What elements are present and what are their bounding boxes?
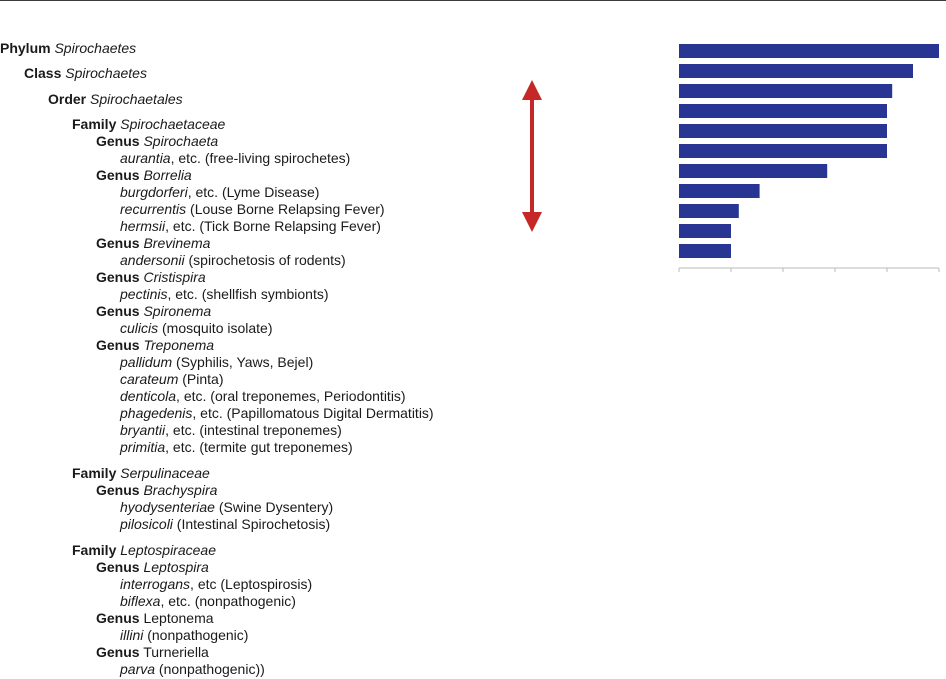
species-description: (nonpathogenic) (143, 627, 249, 643)
arrow-head-up (522, 80, 542, 100)
species-line (120, 388, 406, 405)
genus-line (96, 482, 217, 499)
rank-label: Genus (96, 167, 140, 183)
species-name: hyodysenteriae (120, 499, 215, 515)
taxon-name: Brachyspira (143, 482, 218, 498)
species-name: denticola (120, 388, 177, 404)
species-description: , etc. (Tick Borne Relapsing Fever) (165, 218, 381, 234)
species-line (120, 371, 223, 388)
species-name: phagedenis (120, 405, 193, 421)
rank-label: Genus (96, 610, 140, 626)
species-name: pilosicoli (120, 516, 173, 532)
rank-label: Genus (96, 644, 140, 660)
taxon-name: Spironema (143, 303, 212, 319)
taxon-name: Spirochaeta (143, 133, 219, 149)
species-description: (Syphilis, Yaws, Bejel) (172, 354, 314, 370)
bar (679, 124, 887, 138)
species-name: pallidum (120, 354, 173, 370)
species-description: , etc (Leptospirosis) (190, 576, 313, 592)
species-line (120, 184, 319, 201)
rank-label: Order (48, 91, 87, 107)
species-name: pectinis (120, 286, 168, 302)
bar (679, 144, 887, 158)
rank-label: Genus (96, 235, 140, 251)
species-line (120, 320, 273, 337)
rank-label: Genus (96, 482, 140, 498)
species-description: , etc. (Papillomatous Digital Dermatitis) (192, 405, 434, 421)
taxon-name: Spirochaetes (65, 65, 147, 81)
taxon-name: Spirochaetales (90, 91, 183, 107)
species-name: recurrentis (120, 201, 187, 217)
bar (679, 204, 739, 218)
genus-line (96, 269, 206, 286)
rank-label: Family (72, 116, 117, 132)
species-description: , etc. (termite gut treponemes) (165, 439, 353, 455)
species-name: primitia (120, 439, 166, 455)
genus-line (96, 235, 210, 252)
arrow-head-down (522, 212, 542, 232)
taxon-name: Serpulinaceae (120, 465, 210, 481)
species-name: aurantia (120, 150, 171, 166)
species-description: , etc. (shellfish symbionts) (167, 286, 329, 302)
bar (679, 224, 731, 238)
species-name: hermsii (120, 218, 166, 234)
taxon-name: Borrelia (143, 167, 192, 183)
genus-line (96, 644, 209, 661)
species-description: (Pinta) (178, 371, 224, 387)
species-name: interrogans (120, 576, 191, 592)
species-description: , etc. (intestinal treponemes) (165, 422, 342, 438)
rank-label: Family (72, 542, 117, 558)
species-line (120, 439, 353, 456)
bar (679, 44, 939, 58)
bar (679, 104, 887, 118)
species-name: burgdorferi (120, 184, 188, 200)
order-line (48, 91, 183, 108)
bar (679, 84, 892, 98)
species-line (120, 516, 330, 533)
genus-line (96, 167, 192, 184)
taxon-name: Leptospiraceae (120, 542, 216, 558)
species-line (120, 422, 342, 439)
genus-line (96, 610, 214, 627)
species-line (120, 627, 248, 644)
double-headed-arrow (512, 78, 552, 234)
bar-chart (670, 40, 946, 272)
rank-label: Genus (96, 133, 140, 149)
rank-label: Phylum (0, 40, 51, 56)
family-line (72, 465, 210, 482)
species-line (120, 576, 312, 593)
species-description: , etc. (oral treponemes, Periodontitis) (176, 388, 406, 404)
family-line (72, 542, 216, 559)
bar (679, 64, 913, 78)
species-line (120, 218, 381, 235)
species-name: culicis (120, 320, 159, 336)
family-line (72, 116, 225, 133)
species-description: (nonpathogenic)) (155, 661, 265, 677)
species-line (120, 593, 296, 610)
taxon-name: Brevinema (143, 235, 211, 251)
species-name: illini (120, 627, 144, 643)
taxon-name: Treponema (143, 337, 215, 353)
taxon-name: Spirochaetaceae (120, 116, 226, 132)
taxon-name: Turneriella (143, 644, 209, 660)
bar (679, 184, 760, 198)
rank-label: Class (24, 65, 62, 81)
phylum-line (0, 40, 136, 57)
taxon-name: Leptonema (143, 610, 214, 626)
species-line (120, 150, 350, 167)
genus-line (96, 337, 214, 354)
taxon-name: Cristispira (143, 269, 206, 285)
species-description: , etc. (free-living spirochetes) (170, 150, 351, 166)
species-line (120, 405, 434, 422)
rank-label: Genus (96, 337, 140, 353)
species-name: andersonii (120, 252, 185, 268)
species-name: biflexa (120, 593, 161, 609)
class-line (24, 65, 147, 82)
bar (679, 244, 731, 258)
genus-line (96, 303, 211, 320)
species-description: (Intestinal Spirochetosis) (172, 516, 331, 532)
species-name: carateum (120, 371, 179, 387)
species-name: bryantii (120, 422, 166, 438)
species-description: (mosquito isolate) (158, 320, 273, 336)
rank-label: Family (72, 465, 117, 481)
rank-label: Genus (96, 559, 140, 575)
species-name: parva (120, 661, 156, 677)
species-description: , etc. (Lyme Disease) (187, 184, 320, 200)
species-line (120, 499, 333, 516)
species-description: , etc. (nonpathogenic) (160, 593, 296, 609)
genus-line (96, 559, 209, 576)
species-line (120, 354, 313, 371)
species-description: (Swine Dysentery) (214, 499, 334, 515)
rank-label: Genus (96, 269, 140, 285)
species-line (120, 661, 265, 678)
species-line (120, 286, 329, 303)
taxon-name: Spirochaetes (54, 40, 137, 56)
taxon-name: Leptospira (143, 559, 209, 575)
genus-line (96, 133, 218, 150)
rank-label: Genus (96, 303, 140, 319)
species-line (120, 201, 385, 218)
species-description: (Louse Borne Relapsing Fever) (186, 201, 385, 217)
species-description: (spirochetosis of rodents) (184, 252, 346, 268)
bar (679, 164, 827, 178)
species-line (120, 252, 346, 269)
